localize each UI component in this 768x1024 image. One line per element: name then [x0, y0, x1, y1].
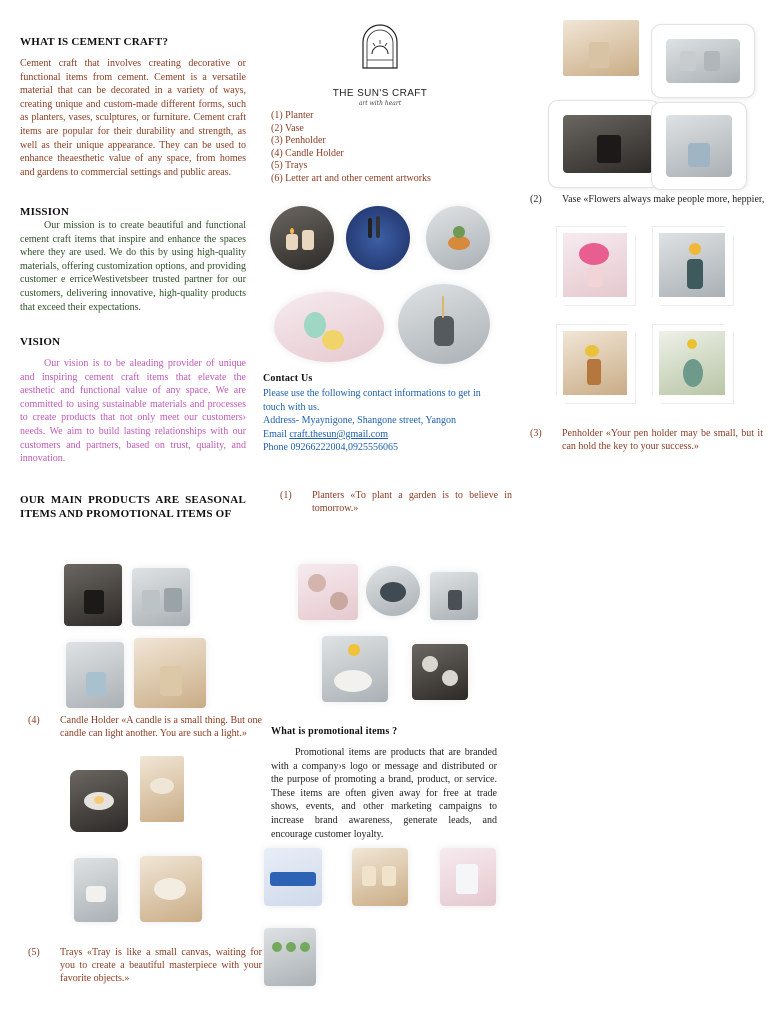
trays-caption [28, 946, 262, 985]
penholder-top-photo-4 [666, 115, 732, 177]
vase-text: Vase «Flowers always make people more, heppier, [562, 194, 765, 205]
promotional-items-body: Promotional items are products that are branded with a company›s logo or message and distributed or the purpose of promoting a brand, product, or service. These items are often given away for free at trade shows, events, and other marketing campaigns to increase brand awareness, generate leads, and encourage customer loyalty. [271, 747, 497, 840]
penholder-card-1 [651, 24, 755, 98]
planters-caption [280, 489, 512, 515]
penholder-photo-3 [66, 642, 124, 708]
planter-photo-2 [366, 566, 420, 616]
penholder-photo-1 [64, 564, 122, 626]
planters-text: Planters «To plant a garden is to believe in tomorrow.» [312, 490, 512, 514]
vase-photo-2 [659, 233, 725, 297]
promo-photo-1 [264, 848, 322, 906]
contact-email-label: Email [263, 429, 290, 440]
penholder-card-2 [548, 100, 660, 188]
candle-holder-caption [28, 714, 262, 740]
vase-frame-1 [556, 226, 636, 306]
penholder-number: (3) [530, 428, 542, 439]
penholder-photo-2 [132, 568, 190, 626]
trays-number: (5) [28, 947, 40, 958]
penholder-top-photo-1 [563, 20, 639, 76]
candle-holder-photo-3 [74, 858, 118, 922]
candles-round-photo [270, 206, 334, 270]
contact-email-line [263, 428, 503, 442]
contact-heading: Contact Us [263, 373, 313, 384]
promo-photo-2 [352, 848, 408, 906]
brand-tagline: art with heart [358, 100, 402, 107]
planters-number: (1) [280, 490, 292, 501]
product-list-item: (2) Vase [271, 122, 304, 134]
sun-craft-logo [360, 22, 400, 70]
product-list-item: (3) Penholder [271, 135, 326, 147]
penholder-caption [530, 427, 763, 453]
candle-holder-photo-4 [140, 856, 202, 922]
contact-intro: Please use the following contact informations to get in touch with us. [263, 388, 481, 413]
vase-caption [530, 193, 768, 206]
planter-photo-1 [298, 564, 358, 620]
vision-body: Our vision is to be aleading provider of unique and inspiring cement craft items that elevate the aesthetic and functional value of any space. We are committed to using sustainable materials and processes to create products that not only meet our customers› needs. We aim to build lasting relationships with our customers and partners, based on trust, quality, and innovation. [20, 358, 246, 465]
penholder-top-photo-2 [666, 39, 740, 83]
penholder-top-photo-3 [563, 115, 653, 173]
contact-address: Address- Myaynigone, Shangone street, Yangon [263, 415, 457, 426]
candle-holder-photo-1 [70, 770, 128, 832]
vase-frame-4 [652, 324, 734, 404]
planter-photo-5 [412, 644, 468, 700]
candle-holder-number: (4) [28, 715, 40, 726]
product-list [271, 110, 501, 186]
product-list-item: (5) Trays [271, 160, 308, 172]
grey-vase-photo [398, 284, 490, 364]
penholder-photo-4 [134, 638, 206, 708]
mission-heading: MISSION [20, 206, 70, 218]
what-is-cement-craft-body: Cement craft that involves creating decorative or functional items from cement. Cement is a versatile material that can be decorated in a variety of ways, creating unique and custom-made different forms, such as planters, vases, sculptures, or furniture. Cement craft items are popular for their durability and strength, as well as their unique appearance. They can be used to enhance theaesthetic value of any space, from homes and gardens to commercial settings and public areas. [20, 58, 246, 178]
penholder-text: Penholder «Your pen holder may be small, but it can hold the key to your success.» [562, 428, 763, 452]
vase-photo-3 [563, 331, 627, 395]
sun-arch-icon [360, 22, 400, 70]
promotional-items-heading: What is promotional items ? [271, 726, 398, 737]
vase-frame-2 [652, 226, 734, 306]
starry-pot-round-photo [346, 206, 410, 270]
brand-name: THE SUN'S CRAFT [332, 88, 428, 99]
vase-photo-4 [659, 331, 725, 395]
promo-photo-4 [264, 928, 316, 986]
what-is-cement-craft-heading: WHAT IS CEMENT CRAFT? [20, 36, 169, 48]
product-list-item: (4) Candle Holder [271, 147, 344, 159]
planter-photo-3 [430, 572, 478, 620]
vase-photo-1 [563, 233, 627, 297]
contact-phone: Phone 09266222004,0925556065 [263, 442, 398, 453]
vision-heading: VISION [20, 336, 61, 348]
succulent-round-photo [426, 206, 490, 270]
promo-photo-3 [440, 848, 496, 906]
trays-text: Trays «Tray is like a small canvas, waiting for you to create a beautiful masterpiece with your favorite objects.» [60, 947, 262, 984]
pastel-vases-photo [274, 292, 384, 362]
main-products-heading: OUR MAIN PRODUCTS ARE SEASONAL ITEMS AND PROMOTIONAL ITEMS OF [20, 494, 246, 520]
product-list-item: (6) Letter art and other cement artworks [271, 172, 431, 184]
vase-frame-3 [556, 324, 636, 404]
penholder-card-3 [651, 102, 747, 190]
vase-number: (2) [530, 194, 542, 205]
candle-holder-photo-2 [140, 756, 184, 822]
product-list-item: (1) Planter [271, 110, 314, 121]
planter-photo-4 [322, 636, 388, 702]
mission-body: Our mission is to create beautiful and functional cement craft items that inspire and enhance the spaces where they are used. We do this by using high-quality materials, offering customization options, and providing customer e erriceWestivetsbeer trusted partner for our customers, delivering innovative, high-quality products that exceed their expectations. [20, 220, 246, 313]
candle-holder-text: Candle Holder «A candle is a small thing. But one candle can light another. You are such a light.» [60, 715, 262, 739]
contact-email-link[interactable]: craft.thesun@gmail.com [289, 429, 389, 440]
